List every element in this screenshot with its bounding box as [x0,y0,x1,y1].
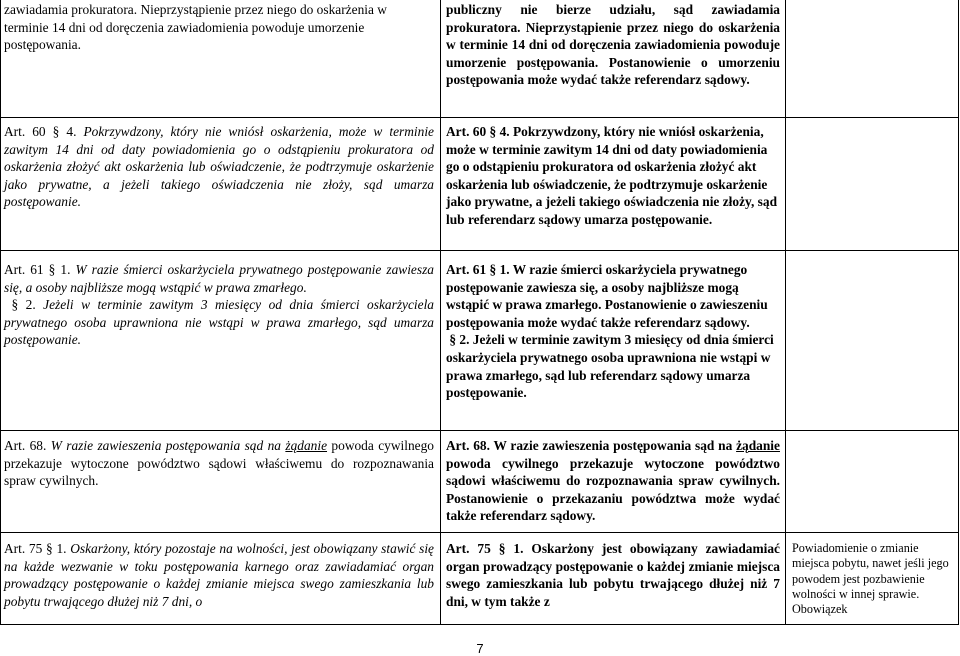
page-number: 7 [476,641,484,656]
row4-middle-cell [446,437,780,525]
row-divider [0,430,959,431]
table-border-bottom [0,624,959,625]
article-text: Jeżeli w terminie zawitym 3 miesięcy od dnia śmierci oskarżyciela prywatnego osoba uprawniona nie wstąpi w prawa zmarłego, sąd lub referendarz sądowy umarza postępowanie. [446,332,774,401]
article-text: Pokrzywdzony, który nie wniósł oskarżenia, może w terminie zawitym 14 dni od daty powiadomienia go o odstąpieniu prokuratora od oskarżenia złożyć akt oskarżenia lub oświadczenie, że podtrzymuje oskarżenie jako prywatne, a jeżeli takiego oświadczenia nie złoży, sąd lub referendarz sądowy umarza postępowanie. [446,124,778,227]
article-text: W razie zawieszenia postępowania sąd na [46,438,286,453]
article-text: W razie śmierci oskarżyciela prywatnego postępowanie zawiesza się, a osoby najbliższe mogą wstąpić w prawa zmarłego. Postanowienie o zawieszeniu postępowania może wydać także referendarz sądowy. [446,262,768,330]
row2-middle-cell [446,123,780,229]
note-text: Powiadomienie o zmianie miejsca pobytu, nawet jeśli jego powodem jest pozbawienie wolności w innej sprawie. Obowiązek [792,541,949,617]
article-text-underlined: żądanie [285,438,328,453]
article-label: Art. 68. [4,438,47,453]
row5-middle-cell [446,540,780,610]
row5-left-cell [4,540,434,610]
article-label: Art. 61 [4,262,44,277]
article-text: W razie zawieszenia postępowania sąd na [489,438,737,453]
article-label: Art. 60 [4,124,46,139]
article-label: Art. 61 [446,262,487,277]
section-label: § 4. [52,124,77,139]
article-text: powoda cywilnego przekazuje wytoczone powództwo sądowi właściwemu do rozpoznawania spraw cywilnych. [4,438,434,489]
article-label: Art. 75 [446,541,491,556]
row-divider [0,250,959,251]
row2-left-cell [4,123,434,211]
row1-left-cell [4,1,434,54]
article-text: Pokrzywdzony, który nie wniósł oskarżenia, może w terminie zawitym 14 dni od daty powiadomienia go o odstąpieniu prokuratora od oskarżenia złożyć akt oskarżenia lub oświadczenie, że podtrzymuje oskarżenie jako prywatne, a jeżeli takiego oświadczenia nie złoży, sąd umarza postępowanie. [4,124,434,210]
row-divider [0,532,959,533]
section-label: § 4. [489,124,510,139]
row3-left-cell [4,261,434,349]
row1-left-text: zawiadamia prokuratora. Nieprzystąpienie przez niego do oskarżenia w terminie 14 dni od doręczenia zawiadomienia powoduje umorzenie postępowania. [4,2,387,53]
article-text: powoda cywilnego przekazuje wytoczone powództwo sądowi właściwemu do rozpoznawania spraw cywilnych. Postanowienie o przekazaniu powództwa może wydać także referendarz sądowy. [446,455,780,524]
article-label: Art. 60 [446,124,487,139]
article-text: W razie śmierci oskarżyciela prywatnego postępowanie zawiesza się, a osoby najbliższe mogą wstąpić w prawa zmarłego. [4,262,434,295]
row1-middle-text: publiczny nie bierze udziału, sąd zawiadamia prokuratora. Nieprzystąpienie przez niego do oskarżenia w terminie 14 dni od doręczenia zawiadomienia powoduje umorzenie postępowania. Postanowienie o umorzeniu postępowania może wydać także referendarz sądowy. [446,2,780,88]
article-label: Art. 75 [4,541,43,556]
article-text-underlined: żądanie [736,438,780,453]
article-label: Art. 68. [446,438,490,453]
article-text: Oskarżony jest obowiązany zawiadamiać organ prowadzący postępowanie o każdej zmianie miejsca swego zamieszkania lub pobytu trwającego dłużej niż 7 dni, w tym także z [446,541,780,609]
article-text: Oskarżony, który pozostaje na wolności, jest obowiązany stawić się na każde wezwanie w toku postępowania karnego oraz zawiadamiać organ prowadzący postępowanie o każdej zmianie miejsca swego zamieszkania lub pobytu trwającego dłużej niż 7 dni, o [4,541,435,609]
article-text: Jeżeli w terminie zawitym 3 miesięcy od dnia śmierci oskarżyciela prywatnego osoba uprawniona nie wstąpi w prawa zmarłego, sąd umarza postępowanie. [4,297,434,348]
row1-middle-cell [446,1,780,89]
section-label: § 2. [11,297,36,313]
row5-right-note [792,541,954,617]
section-label: § 1. [498,541,524,556]
section-label: § 1. [48,262,71,277]
row3-middle-cell [446,261,780,402]
row4-left-cell [4,437,434,490]
section-label: § 1. [489,262,510,277]
row-divider [0,117,959,118]
section-label: § 2. [449,332,470,348]
section-label: § 1. [46,541,67,556]
